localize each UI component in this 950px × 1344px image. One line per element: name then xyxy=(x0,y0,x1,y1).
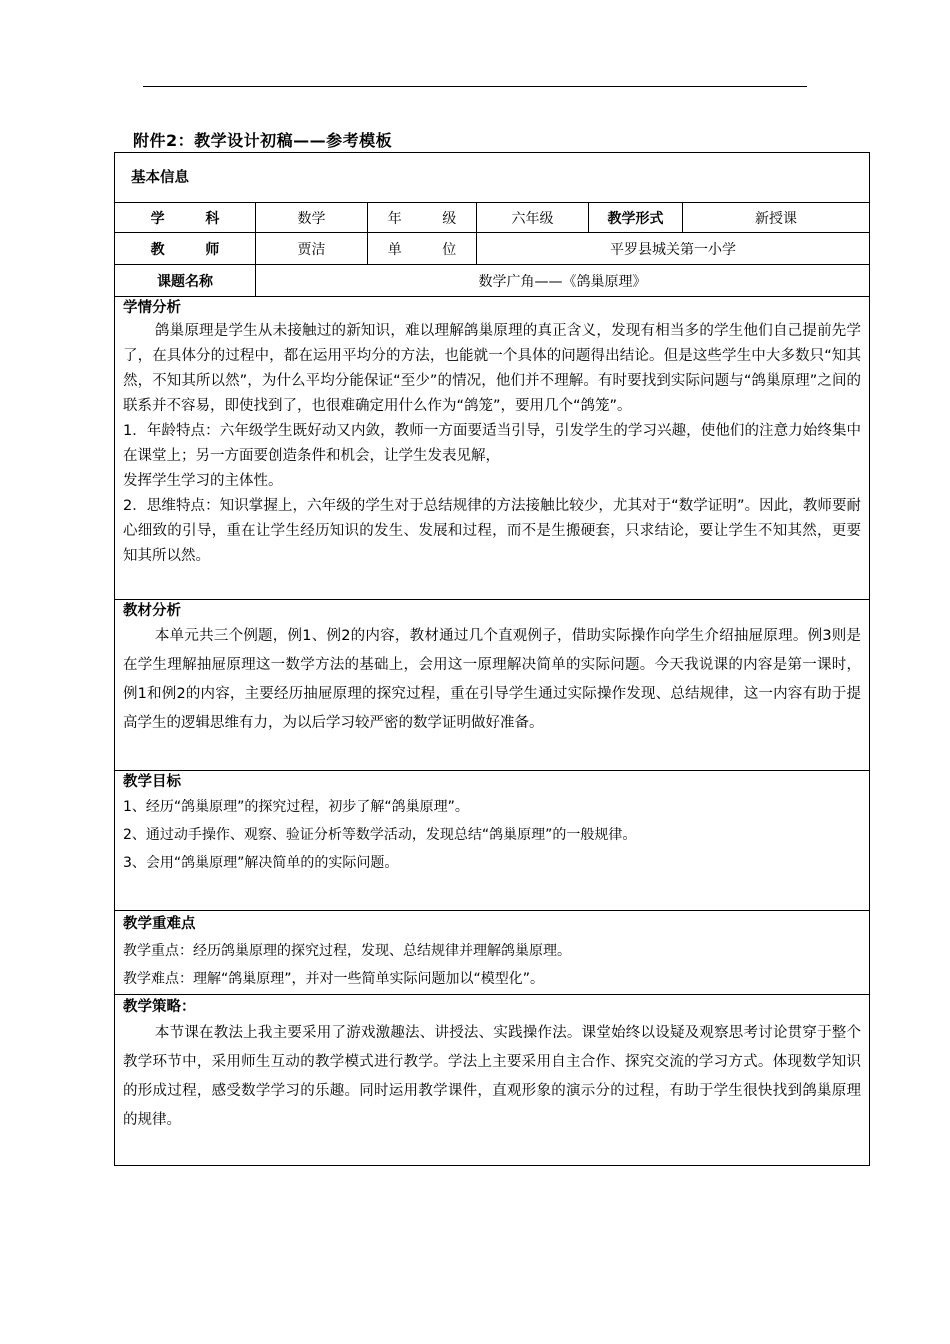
lesson-plan-table xyxy=(114,152,870,1166)
subject-value: 数学 xyxy=(256,203,368,233)
header-rule xyxy=(143,86,807,87)
teaching-form-value: 新授课 xyxy=(683,203,870,233)
key-points-section xyxy=(115,911,870,995)
learner-analysis-section xyxy=(115,297,870,600)
key-point-item: 教学重点：经历鸽巢原理的探究过程，发现、总结规律并理解鸽巢原理。 xyxy=(123,943,571,959)
age-traits-paragraph: 1．年龄特点：六年级学生既好动又内敛，教师一方面要适当引导，引发学生的学习兴趣，使他们的注意力始终集中在课堂上；另一方面要创造条件和机会，让学生发表见解， xyxy=(123,423,862,464)
material-analysis-heading: 教材分析 xyxy=(123,603,181,619)
subject-label: 学 科 xyxy=(115,203,256,233)
basic-info-heading: 基本信息 xyxy=(131,169,189,186)
basic-info-header xyxy=(115,153,870,203)
teacher-label: 教 师 xyxy=(115,233,256,265)
objectives-section xyxy=(115,771,870,911)
material-analysis-paragraph: 本单元共三个例题，例1、例2的内容，教材通过几个直观例子，借助实际操作向学生介绍抽屉原理。例3则是在学生理解抽屉原理这一数学方法的基础上，会用这一原理解决简单的实际问题。今天我说课的内容是第一课时，例1和例2的内容，主要经历抽屉原理的探究过程，重在引导学生通过实际操作发现、总结规律，这一内容有助于提高学生的逻辑思维有力，为以后学习较严密的数学证明做好准备。 xyxy=(123,628,862,731)
topic-label: 课题名称 xyxy=(115,265,256,297)
topic-value: 数学广角——《鸽巢原理》 xyxy=(256,265,870,297)
teaching-form-label: 教学形式 xyxy=(589,203,683,233)
difficult-point-item: 教学难点：理解“鸽巢原理”，并对一些简单实际问题加以“模型化”。 xyxy=(123,971,545,987)
strategy-paragraph: 本节课在教法上我主要采用了游戏激趣法、讲授法、实践操作法。课堂始终以设疑及观察思考讨论贯穿于整个教学环节中，采用师生互动的教学模式进行教学。学法上主要采用自主合作、探究交流的学习方式。体现数学知识的形成过程，感受数学学习的乐趣。同时运用教学课件，直观形象的演示分的过程，有助于学生很快找到鸽巢原理的规律。 xyxy=(123,1025,862,1128)
key-points-heading: 教学重难点 xyxy=(123,916,196,932)
grade-value: 六年级 xyxy=(477,203,589,233)
unit-label: 单 位 xyxy=(368,233,477,265)
learner-analysis-paragraph: 鸽巢原理是学生从未接触过的新知识，难以理解鸽巢原理的真正含义，发现有相当多的学生他们自己提前先学了，在具体分的过程中，都在运用平均分的方法，也能就一个具体的问题得出结论。但是这些学生中大多数只“知其然，不知其所以然”，为什么平均分能保证“至少”的情况，他们并不理解。有时要找到实际问题与“鸽巢原理”之间的联系并不容易，即使找到了，也很难确定用什么作为“鸽笼”，要用几个“鸽笼”。 xyxy=(123,323,862,414)
objective-item-1: 1、经历“鸽巢原理”的探究过程，初步了解“鸽巢原理”。 xyxy=(123,799,469,815)
strategy-heading: 教学策略： xyxy=(123,999,196,1015)
material-analysis-section xyxy=(115,600,870,771)
objective-item-2: 2、通过动手操作、观察、验证分析等数学活动，发现总结“鸽巢原理”的一般规律。 xyxy=(123,827,637,843)
age-traits-continuation: 发挥学生学习的主体性。 xyxy=(123,473,283,489)
grade-label: 年 级 xyxy=(368,203,477,233)
unit-value: 平罗县城关第一小学 xyxy=(477,233,870,265)
objectives-heading: 教学目标 xyxy=(123,774,181,790)
strategy-section xyxy=(115,995,870,1166)
teacher-value: 贾洁 xyxy=(256,233,368,265)
learner-analysis-heading: 学情分析 xyxy=(123,300,181,316)
thinking-traits-paragraph: 2．思维特点：知识掌握上，六年级的学生对于总结规律的方法接触比较少，尤其对于“数学证明”。因此，教师要耐心细致的引导，重在让学生经历知识的发生、发展和过程，而不是生搬硬套，只求结论，要让学生不知其然，更要知其所以然。 xyxy=(123,498,862,564)
objective-item-3: 3、会用“鸽巢原理”解决简单的的实际问题。 xyxy=(123,855,399,871)
document-title: 附件2：教学设计初稿——参考模板 xyxy=(133,131,393,150)
